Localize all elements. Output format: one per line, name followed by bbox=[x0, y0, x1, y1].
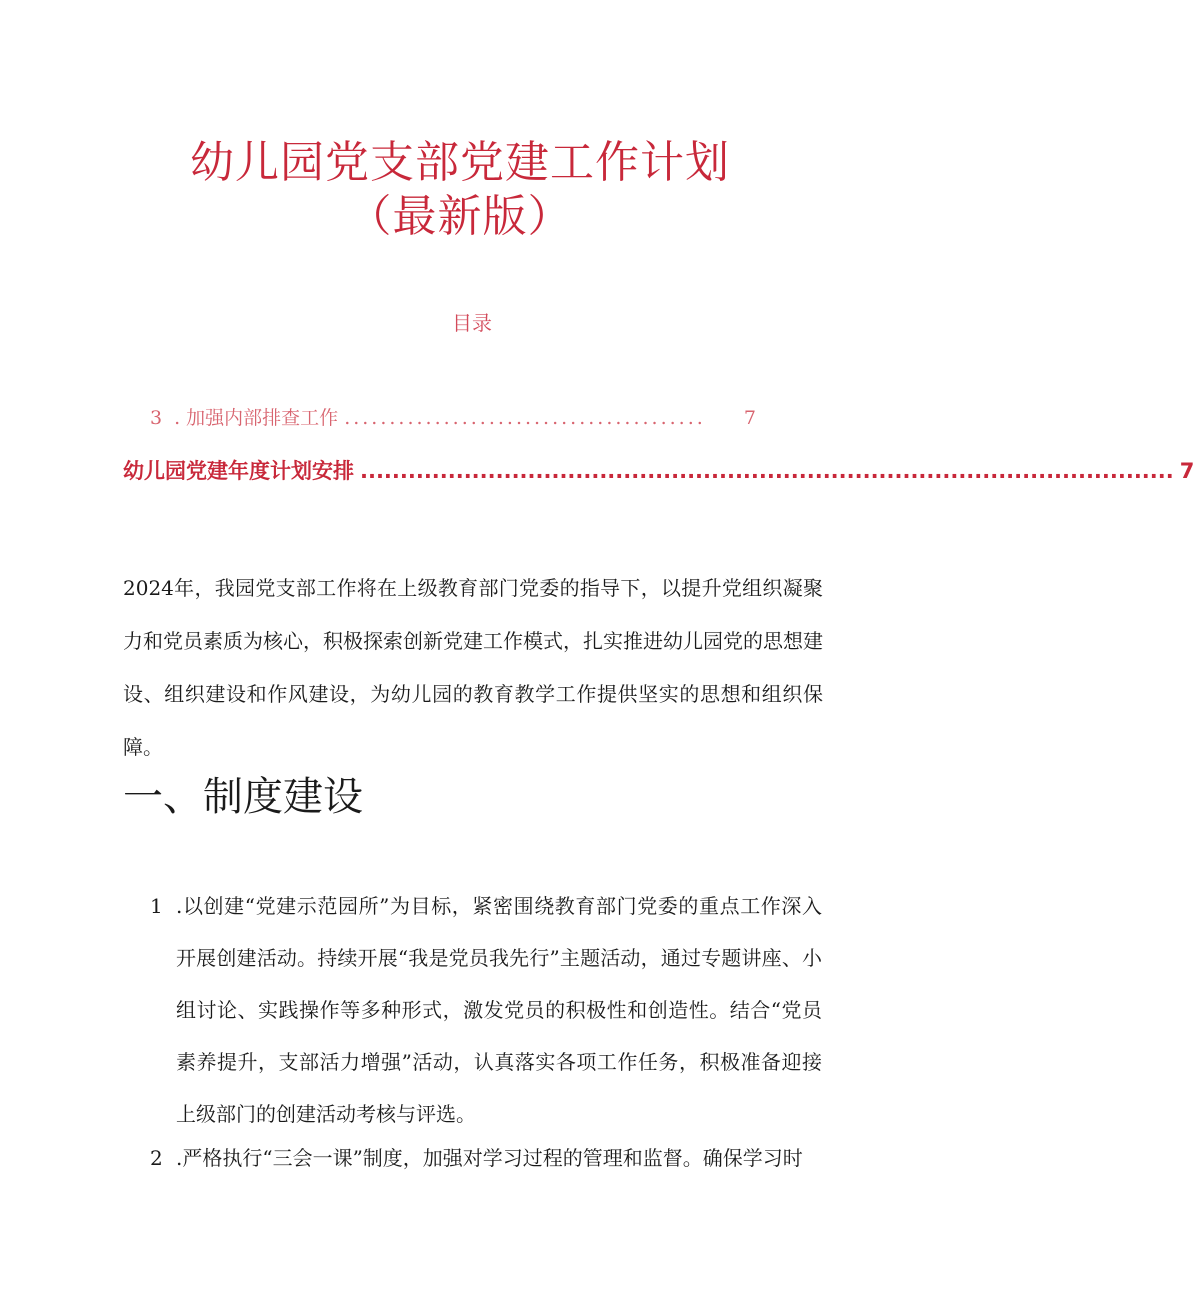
toc-heading: 目录 bbox=[452, 311, 492, 335]
toc-entry-label: 幼儿园党建年度计划安排 bbox=[123, 459, 354, 483]
list-item bbox=[150, 880, 822, 1140]
document-title: 幼儿园党支部党建工作计划 bbox=[190, 137, 730, 188]
toc-entry[interactable] bbox=[150, 403, 756, 430]
toc-entry[interactable] bbox=[123, 455, 1194, 485]
intro-paragraph: 2024年，我园党支部工作将在上级教育部门党委的指导下，以提升党组织凝聚力和党员素质为核心，积极探索创新党建工作模式，扎实推进幼儿园党的思想建设、组织建设和作风建设，为幼儿园的教育教学工作提供坚实的思想和组织保障。 bbox=[123, 576, 823, 759]
toc-entry-number: 3 bbox=[150, 407, 163, 429]
list-item-text: .严格执行“三会一课”制度，加强对学习过程的管理和监督。确保学习时 bbox=[176, 1146, 803, 1170]
list-item-number: 2 bbox=[150, 1146, 163, 1170]
toc-entry-label: . 加强内部排查工作 bbox=[174, 407, 339, 429]
list-item-text: .以创建“党建示范园所”为目标，紧密围绕教育部门党委的重点工作深入开展创建活动。持续开展“我是党员我先行”主题活动，通过专题讲座、小组讨论、实践操作等多种形式，激发党员的积极性和创造性。结合“党员素养提升，支部活力增强”活动，认真落实各项工作任务，积极准备迎接上级部门的创建活动考核与评选。 bbox=[176, 894, 822, 1126]
toc-dot-leader: ...................................................................................................... bbox=[360, 459, 1174, 483]
list-item bbox=[150, 1132, 822, 1184]
toc-entry-page: 7 bbox=[743, 407, 756, 429]
list-item-number: 1 bbox=[150, 894, 163, 918]
document-subtitle: （最新版） bbox=[347, 191, 573, 242]
toc-entry-page: 7 bbox=[1179, 459, 1194, 483]
toc-dot-leader: ........................................ bbox=[344, 407, 706, 429]
section-heading: 一、制度建设 bbox=[123, 774, 363, 820]
